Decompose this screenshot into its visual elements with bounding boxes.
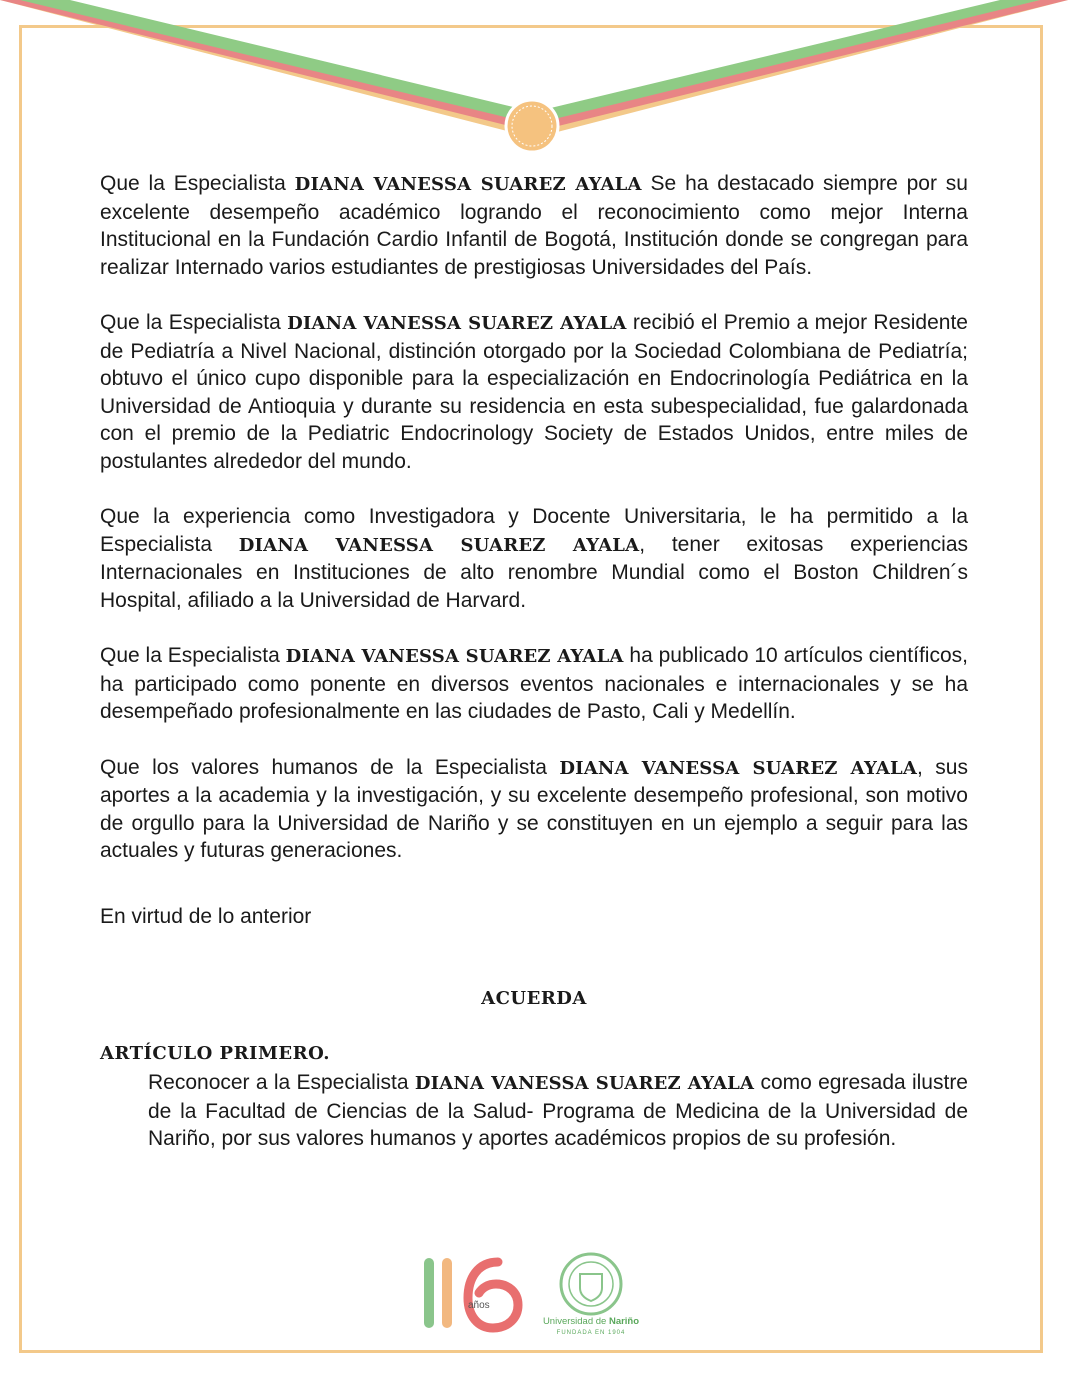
recital-paragraph: Que la Especialista DIANA VANESSA SUAREZ AYALA ha publicado 10 artículos científicos, ha participado como ponente en diversos eventos nacionales e internacionales y se ha desempeñado profesionalmente en las ciudades de Pasto, Cali y Medellín. — [100, 644, 968, 723]
recital-paragraph: Que la experiencia como Investigadora y Docente Universitaria, le ha permitido a la Especialista DIANA VANESSA SUAREZ AYALA, tener exitosas experiencias Internacionales en Instituciones de alto renombre Mundial como el Boston Children´s Hospital, afiliado a la Universidad de Harvard. — [100, 505, 969, 612]
recital-paragraph: Que la Especialista DIANA VANESSA SUAREZ AYALA recibió el Premio a mejor Residente de Pediatría a Nivel Nacional, distinción otorgado por la Sociedad Colombiana de Pediatría; obtuvo el único cupo disponible para la especialización en Endocrinología Pediátrica en la Universidad de Antioquia y durante su residencia en esta subespecialidad, fue galardonada con el premio de la Pediatric Endocrinology Society de Estados Unidos, entre miles de postulantes alrededor del mundo. — [100, 311, 968, 473]
person-name: DIANA VANESSA SUAREZ AYALA — [287, 313, 627, 334]
transition-statement: En virtud de lo anterior — [100, 905, 312, 928]
article-title: ARTÍCULO PRIMERO. — [100, 1043, 330, 1064]
university-name: Universidad de Nariño — [542, 1316, 640, 1327]
person-name: DIANA VANESSA SUAREZ AYALA — [294, 174, 642, 195]
recitals — [100, 170, 968, 893]
person-name: DIANA VANESSA SUAREZ AYALA — [559, 757, 918, 779]
person-name: DIANA VANESSA SUAREZ AYALA — [414, 1073, 755, 1094]
recital-paragraph: Que la Especialista DIANA VANESSA SUAREZ AYALA Se ha destacado siempre por su excelente desempeño académico logrando el reconocimiento como mejor Interna Institucional en la Fundación Cardio Infantil de Bogotá, Institución donde se congregan para realizar Internado varios estudiantes de prestigiosas Universidades del País. — [100, 172, 968, 279]
resolution-heading: ACUERDA — [481, 988, 587, 1009]
person-name: DIANA VANESSA SUAREZ AYALA — [285, 646, 624, 667]
university-seal-logo — [543, 1254, 639, 1336]
person-name: DIANA VANESSA SUAREZ AYALA — [238, 534, 640, 556]
anniversary-116-logo — [424, 1258, 518, 1328]
footer-logos — [420, 1248, 650, 1338]
anniversary-suffix: años — [468, 1300, 490, 1311]
decorative-ribbon — [0, 0, 1068, 160]
recital-paragraph: Que los valores humanos de la Especialista DIANA VANESSA SUAREZ AYALA, sus aportes a la academia y la investigación, y su excelente desempeño profesional, son motivo de orgullo para la Universidad de Nariño y se constituyen en un ejemplo a seguir para las actuales y futuras generaciones. — [100, 755, 968, 862]
ribbon-medallion — [506, 100, 558, 152]
university-founded: FUNDADA EN 1904 — [556, 1330, 626, 1336]
article-body: Reconocer a la Especialista DIANA VANESSA SUAREZ AYALA como egresada ilustre de la Facultad de Ciencias de la Salud- Programa de Medicina de la Universidad de Nariño, por sus valores humanos y aportes académicos propios de su profesión. — [148, 1071, 968, 1150]
